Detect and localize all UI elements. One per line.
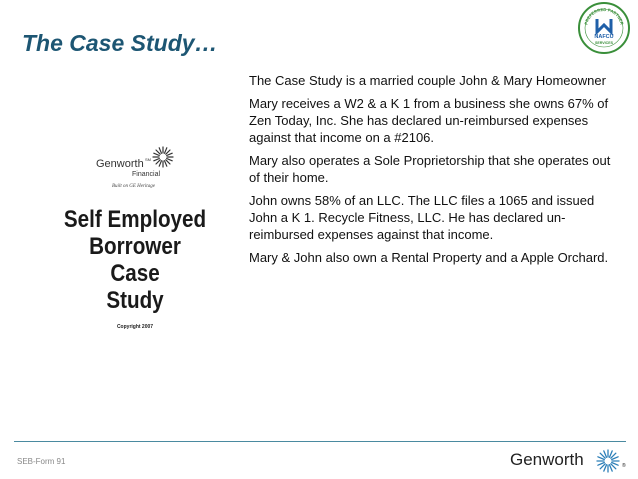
badge-bottom-text: SERVICES	[594, 41, 614, 45]
badge-top-text: PREFERRED PARTNER	[583, 6, 625, 26]
cover-title-line: Borrower Case	[89, 233, 181, 287]
cover-logo-tagline: Built on GE Heritage	[112, 184, 155, 189]
genworth-footer-logo	[510, 449, 628, 475]
genworth-burst-icon	[596, 449, 620, 473]
body-paragraph: John owns 58% of an LLC. The LLC files a 1065 and issued John a K 1. Recycle Fitness, LLC. He has declared un-reimbursed expenses against that income.	[249, 193, 595, 242]
body-paragraph: The Case Study is a married couple John & Mary Homeowner	[249, 73, 606, 88]
body-paragraph: Mary receives a W2 & a K 1 from a business she owns 67% of Zen Today, Inc. She has declared un-reimbursed expenses against that income on a #2106.	[249, 96, 609, 145]
cover-title-line: Self Employed	[63, 206, 207, 233]
cover-title-line: Study	[106, 287, 164, 314]
case-study-description	[249, 72, 614, 272]
slide-title: The Case Study…	[22, 30, 218, 56]
cover-logo-tm: SM	[145, 157, 151, 162]
cover-copyright: Copyright 2007	[116, 324, 154, 330]
case-study-cover-image	[50, 138, 220, 338]
cover-logo-sub: Financial	[132, 171, 161, 178]
badge-center-text: NAFCU	[594, 34, 614, 40]
footer-brand-name: Genworth	[510, 450, 584, 469]
genworth-cover-logo	[96, 146, 216, 192]
cover-logo-name: Genworth	[96, 158, 144, 170]
footer-form-number: SEB-Form 91	[17, 457, 66, 466]
footer-divider	[14, 441, 626, 442]
genworth-burst-icon	[152, 146, 174, 168]
body-paragraph: Mary & John also own a Rental Property and a Apple Orchard.	[249, 250, 609, 265]
nafcu-partner-badge	[578, 2, 630, 54]
footer-registered-mark: ®	[622, 463, 626, 469]
body-paragraph: Mary also operates a Sole Proprietorship that she operates out of their home.	[249, 153, 611, 185]
cover-title	[62, 206, 208, 314]
